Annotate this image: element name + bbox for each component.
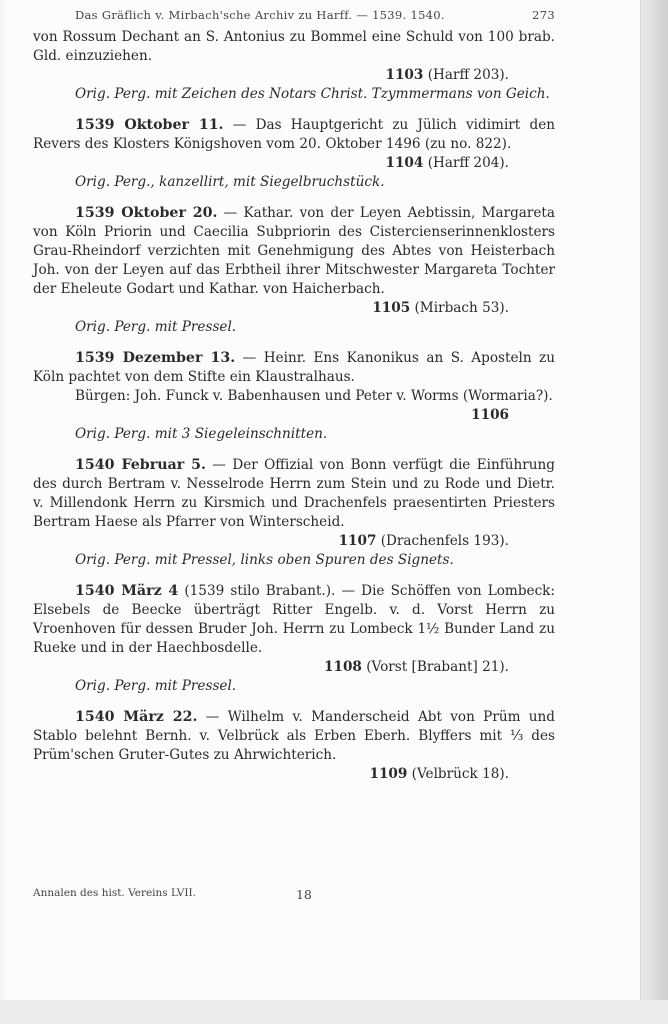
entry-source: (Harff 203).	[427, 67, 509, 83]
entry-source: (Mirbach 53).	[414, 300, 509, 316]
entry-reference	[33, 66, 555, 85]
entry-date: 1540 Februar 5.	[75, 457, 206, 473]
entry-1105	[33, 204, 555, 337]
entry-date: 1539 Oktober 20.	[75, 205, 218, 221]
entry-reference	[33, 658, 555, 677]
entry-number: 1109	[369, 766, 408, 782]
entry-reference	[33, 765, 555, 784]
entry-number: 1107	[338, 533, 377, 549]
entry-reference	[33, 406, 555, 425]
entry-paragraph	[33, 116, 555, 154]
entry-source: (Velbrück 18).	[411, 766, 509, 782]
footer-journal: Annalen des hist. Vereins LVII.	[33, 887, 196, 899]
entry-number: 1103	[385, 67, 424, 83]
entry-note: Orig. Perg. mit Pressel, links oben Spuren des Signets.	[75, 552, 454, 568]
header-page-number: 273	[532, 8, 555, 22]
entry-paragraph	[33, 204, 555, 299]
entry-note: Orig. Perg., kanzellirt, mit Siegelbruchstück.	[75, 174, 385, 190]
running-header	[75, 6, 555, 25]
entry-number: 1105	[372, 300, 411, 316]
entry-source: (Harff 204).	[427, 155, 509, 171]
entry-note: Orig. Perg. mit Zeichen des Notars Christ. Tzymmermans von Geich.	[75, 86, 550, 102]
header-title: Das Gräflich v. Mirbach'sche Archiv zu Harff. — 1539. 1540.	[75, 8, 445, 22]
entry-1109	[33, 708, 555, 784]
entry-number: 1106	[471, 407, 509, 423]
page-edge-shadow	[642, 0, 668, 1000]
entry-paragraph	[33, 582, 555, 658]
entry-source: (Vorst [Brabant] 21).	[366, 659, 509, 675]
entry-source: (Drachenfels 193).	[380, 533, 509, 549]
entry-1103	[33, 28, 555, 104]
entry-1107	[33, 456, 555, 570]
entry-text: — Das Hauptgericht zu Jülich vidimirt den Revers des Klosters Königshoven vom 20. Oktober 1496 (zu no. 822).	[33, 117, 555, 152]
entry-reference	[33, 299, 555, 318]
entry-note: Orig. Perg. mit Pressel.	[75, 678, 237, 694]
entry-sureties: Bürgen: Joh. Funck v. Babenhausen und Peter v. Worms (Wormaria?).	[75, 388, 553, 404]
entry-1104	[33, 116, 555, 192]
entry-text: — Wilhelm v. Manderscheid Abt von Prüm und Stablo belehnt Bernh. v. Velbrück als Erben Eberh. Blyffers mit ⅓ des Prüm'schen Gruter-Gutes zu Ahrwichterich.	[33, 709, 555, 763]
entry-date: 1539 Oktober 11.	[75, 117, 224, 133]
entry-paragraph	[33, 456, 555, 532]
entry-note: Orig. Perg. mit Pressel.	[75, 319, 237, 335]
entry-1108	[33, 582, 555, 696]
entry-note: Orig. Perg. mit 3 Siegeleinschnitten.	[75, 426, 328, 442]
entry-date: 1540 März 4	[75, 583, 179, 599]
entry-text: — Der Offizial von Bonn verfügt die Einführung des durch Bertram v. Nesselrode Herrn zum Stein und zu Rode und Dietr. v. Millendonk Herrn zu Kirsmich und Drachenfels praesentirten Priesters Bertram Haese als Pfarrer von Winterscheid.	[33, 457, 555, 530]
page-content	[33, 6, 555, 784]
entry-text: — Heinr. Ens Kanonikus an S. Aposteln zu Köln pachtet von dem Stifte ein Klaustralhaus.	[33, 350, 555, 385]
entry-date: 1540 März 22.	[75, 709, 198, 725]
page-footer	[33, 887, 555, 902]
entry-text: — Kathar. von der Leyen Aebtissin, Margareta von Köln Priorin und Caecilia Subpriorin des Cistercienserinnenklosters Grau-Rheindorf verzichten mit Genehmigung des Abtes von Heisterbach Joh. von der Leyen auf das Erbtheil ihrer Mitschwester Margareta Tochter der Eheleute Godart und Kathar. von Haicherbach.	[33, 205, 555, 297]
entry-date: 1539 Dezember 13.	[75, 350, 236, 366]
entry-paragraph	[33, 708, 555, 765]
entry-1106	[33, 349, 555, 444]
footer-signature: 18	[295, 887, 312, 902]
entry-number: 1108	[324, 659, 362, 675]
entry-reference	[33, 532, 555, 551]
entry-text: von Rossum Dechant an S. Antonius zu Bommel eine Schuld von 100 brab. Gld. einzuziehen.	[33, 29, 555, 64]
entry-reference	[33, 154, 555, 173]
entry-paragraph	[33, 349, 555, 387]
scan-bottom-margin	[0, 1000, 668, 1024]
entry-number: 1104	[385, 155, 424, 171]
entry-text: (1539 stilo Brabant.). — Die Schöffen von Lombeck: Elsebels de Beecke überträgt Ritter Engelb. v. d. Vorst Herrn zu Vroenhoven für dessen Bruder Joh. Herrn zu Lombeck 1½ Bunder Land zu Rueke und in der Haechbosdelle.	[33, 583, 556, 656]
